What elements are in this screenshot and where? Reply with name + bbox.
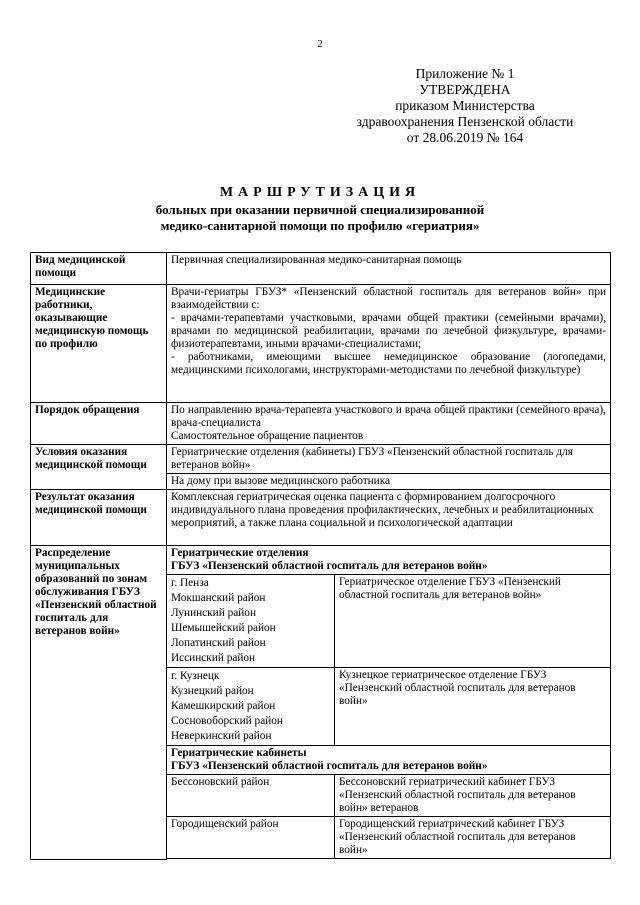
content-line: Гериатрические отделения (кабинеты) ГБУЗ «Пензенский областной госпиталь для ветеранов войн» [167, 445, 610, 474]
approval-line-5: от 28.06.2019 № 164 [406, 130, 524, 145]
departments-header [167, 546, 611, 575]
approval-line-2: УТВЕРЖДЕНА [419, 82, 511, 97]
content-line: На дому при вызове медицинского работника [171, 475, 391, 487]
row-content [167, 403, 611, 445]
area-item: Кузнецкий район [171, 685, 254, 697]
offices-header [167, 746, 611, 775]
row-label: Условия оказания медицинской помощи [31, 445, 167, 490]
area-item: Лопатинский район [171, 637, 266, 649]
content-line: Комплексная гериатрическая оценка пациента с формированием долгосрочного индивидуального плана проведения профилактических, лечебных и реабилитационных мероприятий, а также плана социальной и психологической адаптации [171, 491, 594, 529]
approval-line-3: приказом Министерства [395, 98, 535, 113]
area-item: Лунинский район [171, 607, 256, 619]
area-item: Иссинский район [171, 652, 256, 664]
area-item: Камешкирский район [171, 700, 276, 712]
page-number: 2 [317, 38, 323, 50]
approval-line-1: Приложение № 1 [415, 66, 515, 81]
row-content [167, 490, 611, 546]
department-areas [167, 575, 335, 668]
document-title [0, 184, 640, 234]
table-row [31, 546, 611, 575]
area-item: Сосновоборский район [171, 715, 283, 727]
title-subtitle-2: медико-санитарной помощи по профилю «гериатрия» [160, 218, 480, 233]
area-item: Мокшанский район [171, 592, 266, 604]
area-item: Неверкинский район [171, 730, 272, 742]
approval-block [330, 66, 600, 146]
row-label: Результат оказания медицинской помощи [31, 490, 167, 546]
offices-header-line-2: ГБУЗ «Пензенский областной госпиталь для ветеранов войн» [171, 760, 488, 772]
departments-header-line-2: ГБУЗ «Пензенский областной госпиталь для ветеранов войн» [171, 560, 488, 572]
title-subtitle-1: больных при оказании первичной специализированной [155, 202, 485, 217]
area-item: г. Пенза [171, 577, 209, 589]
content-line: Самостоятельное обращение пациентов [171, 430, 364, 442]
table-row [31, 285, 611, 403]
table-row [31, 490, 611, 546]
office-area: Бессоновский район [167, 775, 335, 817]
routing-table [30, 252, 611, 860]
row-content [167, 285, 611, 403]
content-line: По направлению врача-терапевта участкового и врача общей практики (семейного врача), врача-специалиста [171, 404, 607, 429]
row-label: Медицинские работники, оказывающие медицинскую помощь по профилю [31, 285, 167, 403]
department-areas [167, 668, 335, 746]
office-unit: Городищенский гериатрический кабинет ГБУЗ «Пензенский областной госпиталь для ветеранов войн» [335, 817, 611, 859]
row-label: Порядок обращения [31, 403, 167, 445]
department-unit: Гериатрическое отделение ГБУЗ «Пензенский областной госпиталь для ветеранов войн» [335, 575, 611, 668]
content-line: - врачами-терапевтами участковыми, врачами общей практики (семейными врачами), врачами по медицинской реабилитации, врачами по лечебной физкультуре, врачами-физиотерапевтами, иными врачами-специалистами; [171, 312, 607, 350]
row-content [167, 445, 611, 490]
table-row [31, 253, 611, 285]
content-line: Врачи-гериатры ГБУЗ* «Пензенский областной госпиталь для ветеранов войн» при взаимодействии с: [171, 286, 607, 311]
table-row [31, 445, 611, 490]
content-line: Первичная специализированная медико-санитарная помощь [171, 254, 462, 266]
row-label: Вид медицинской помощи [31, 253, 167, 285]
area-item: Шемышейский район [171, 622, 276, 634]
row-content [167, 253, 611, 285]
department-unit: Кузнецкое гериатрическое отделение ГБУЗ «Пензенский областной госпиталь для ветеранов войн» [335, 668, 611, 746]
spacer-cell [167, 859, 611, 860]
approval-line-4: здравоохранения Пензенской области [356, 114, 574, 129]
departments-header-line-1: Гериатрические отделения [171, 547, 309, 559]
office-area: Городищенский район [167, 817, 335, 859]
distribution-label: Распределение муниципальных образований по зонам обслуживания ГБУЗ «Пензенский областной госпиталь для ветеранов войн» [31, 546, 167, 860]
office-unit: Бессоновский гериатрический кабинет ГБУЗ «Пензенский областной госпиталь для ветеранов войн» ветеранов [335, 775, 611, 817]
table-row [31, 403, 611, 445]
content-line: - работниками, имеющими высшее немедицинское образование (логопедами, медицинскими психологами, инструкторами-методистами по лечебной физкультуре) [171, 351, 607, 376]
area-item: г. Кузнецк [171, 670, 220, 682]
title-main: МАРШРУТИЗАЦИЯ [219, 185, 421, 200]
offices-header-line-1: Гериатрические кабинеты [171, 747, 307, 759]
